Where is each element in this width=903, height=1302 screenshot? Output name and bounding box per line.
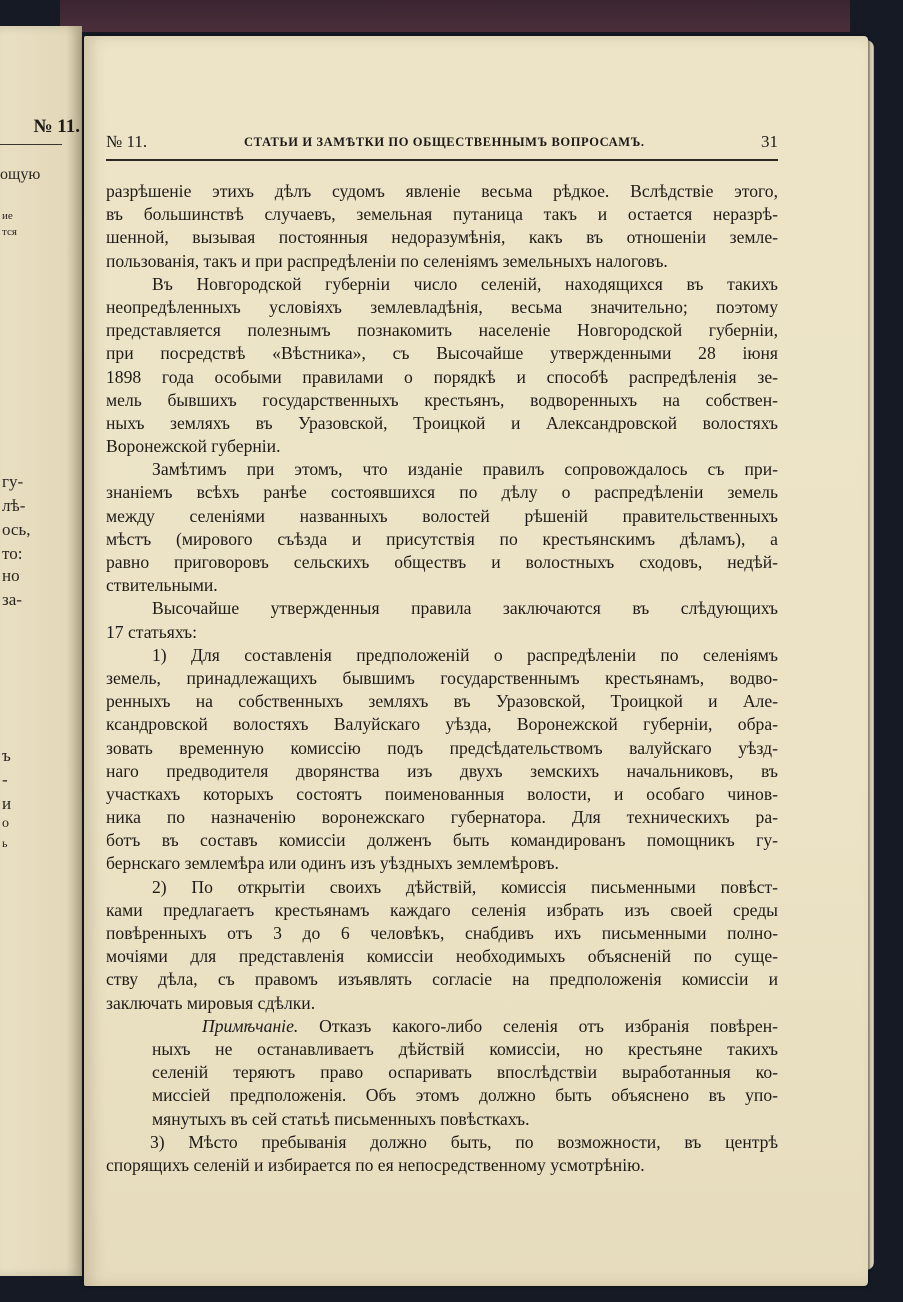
left-page-text: лѣ- — [2, 496, 26, 515]
left-page-text: тся — [2, 226, 17, 238]
left-page-text: ь — [2, 836, 8, 850]
section-title: СТАТЬИ И ЗАМѢТКИ ПО ОБЩЕСТВЕННЫМЪ ВОПРОСАМЪ. — [244, 135, 645, 149]
text-line: равно приговоровъ сельскихъ обществъ и волостныхъ сходовъ, недѣй- — [106, 552, 778, 572]
text-line: спорящихъ селеній и избирается по ея непосредственному усмотрѣнію. — [106, 1154, 645, 1175]
left-page-text: за- — [2, 590, 22, 609]
text-line: 2) По открытіи своихъ дѣйствій, комиссія письменными повѣст- — [152, 876, 778, 897]
text-line: 3) Мѣсто пребыванія должно быть, по возможности, въ центрѣ — [150, 1131, 778, 1152]
left-page-text: но — [2, 566, 20, 585]
text-line: Замѣтимъ при этомъ, что изданіе правилъ сопровождалось съ при- — [152, 459, 778, 480]
text-line: 17 статьяхъ: — [106, 621, 197, 642]
text-line: мѣстъ (мирового съѣзда и присутствія по крестьянскимъ дѣламъ), а — [106, 528, 778, 549]
text-line: представляется полезнымъ познакомить населеніе Новгородской губерніи, — [106, 320, 778, 341]
left-page-text: гу- — [2, 472, 24, 491]
left-page-text: ощую — [0, 166, 41, 183]
text-line: ботъ въ составъ комиссіи долженъ быть командированъ помощникъ гу- — [106, 830, 778, 851]
left-page-text: то: — [2, 544, 23, 563]
book-cover-edge — [60, 0, 850, 32]
text-line: Высочайше утвержденныя правила заключаются въ слѣдующихъ — [152, 598, 778, 619]
journal-page — [84, 36, 868, 1286]
text-line: Въ Новгородской губерніи число селеній, находящихся въ такихъ — [152, 273, 778, 294]
text-line: ника по назначенію воронежскаго губернатора. Для техническихъ ра- — [106, 807, 778, 828]
text-line: бернскаго землемѣра или одинъ изъ уѣздныхъ землемѣровъ. — [106, 853, 559, 874]
text-line: ныхъ земляхъ въ Уразовской, Троицкой и Александровской волостяхъ — [106, 412, 778, 433]
note-line: селеній теряютъ право оспаривать впослѣдствіи выработанныя ко- — [152, 1062, 778, 1083]
text-line: въ большинствѣ случаевъ, земельная путаница такъ и остается неразрѣ- — [106, 204, 778, 225]
note-label: Примѣчаніе. — [202, 1015, 299, 1036]
note-line — [106, 1015, 778, 1038]
text-line: неопредѣленныхъ условіяхъ землевладѣнія, весьма значительно; поэтому — [106, 296, 778, 317]
text-line: разрѣшеніе этихъ дѣлъ судомъ явленіе весьма рѣдкое. Вслѣдствіе этого, — [106, 181, 778, 201]
left-page-header: № 11. — [33, 116, 80, 137]
note-line: мянутыхъ въ сей статьѣ письменныхъ повѣсткахъ. — [152, 1108, 530, 1129]
text-line: зовать временную комиссію подъ предсѣдательствомъ валуйскаго уѣзд- — [106, 737, 778, 758]
running-header — [106, 132, 778, 156]
page-number: 31 — [761, 132, 778, 151]
text-line: повѣренныхъ отъ 3 до 6 человѣкъ, снабдивъ ихъ письменными полно- — [106, 923, 778, 943]
text-line: земель, принадлежащихъ бывшимъ государственнымъ крестьянамъ, водво- — [106, 667, 778, 688]
left-page-text: ъ — [2, 746, 11, 765]
text-line: ксандровской волостяхъ Валуйскаго уѣзда, Воронежской губерніи, обра- — [106, 714, 778, 735]
header-rule — [106, 159, 778, 161]
body-text — [106, 180, 778, 1177]
text-line: Воронежской губерніи. — [106, 436, 281, 457]
text-line: между селеніями названныхъ волостей рѣшеній правительственныхъ — [106, 505, 778, 526]
text-line: ренныхъ на собственныхъ земляхъ въ Уразовской, Троицкой и Але- — [106, 691, 778, 712]
text-line: наго предводителя дворянства изъ двухъ земскихъ начальниковъ, въ — [106, 760, 778, 781]
text-line: ству дѣла, съ правомъ изъявлять согласіе на предположенія комиссіи и — [106, 969, 778, 990]
left-page-rule — [0, 144, 62, 145]
left-page-text: ось, — [2, 520, 31, 539]
left-page-fragment — [0, 26, 82, 1276]
text-line: пользованія, такъ и при распредѣленіи по селеніямъ земельныхъ налоговъ. — [106, 250, 668, 271]
text-line: ствительными. — [106, 575, 218, 596]
left-page-text: о — [2, 816, 9, 831]
text-line: при посредствѣ «Вѣстника», съ Высочайше утвержденными 28 іюня — [106, 343, 778, 364]
text-line: мочіями для представленія комиссіи необходимыхъ объясненій по суще- — [106, 946, 778, 967]
issue-number: № 11. — [106, 132, 148, 151]
text-line: шенной, вызывая постоянныя недоразумѣнія, какъ въ отношеніи земле- — [106, 227, 778, 248]
left-page-text: - — [2, 770, 8, 789]
note-line: миссіей предположенія. Объ этомъ должно быть объяснено въ упо- — [152, 1085, 778, 1106]
text-line: ками предлагаетъ крестьянамъ каждаго селенія избрать изъ своей среды — [106, 899, 778, 920]
note-line: ныхъ не останавливаетъ дѣйствій комиссіи, но крестьяне такихъ — [152, 1038, 778, 1059]
text-line: 1898 года особыми правилами о порядкѣ и способѣ распредѣленія зе- — [106, 366, 778, 387]
text-line: участкахъ которыхъ состоятъ поименованныя волости, и особаго чинов- — [106, 783, 778, 804]
text-line: заключать мировыя сдѣлки. — [106, 992, 316, 1013]
note-text: Отказъ какого-либо селенія отъ избранія повѣрен- — [319, 1015, 778, 1036]
left-page-text: ие — [2, 210, 13, 222]
text-line: мель бывшихъ государственныхъ крестьянъ, водворенныхъ на собствен- — [106, 389, 778, 410]
text-line: 1) Для составленія предположеній о распредѣленіи по селеніямъ — [152, 644, 778, 665]
text-line: знаніемъ всѣхъ ранѣе состоявшихся по дѣлу о распредѣленіи земель — [106, 482, 778, 503]
left-page-text: и — [2, 794, 12, 813]
